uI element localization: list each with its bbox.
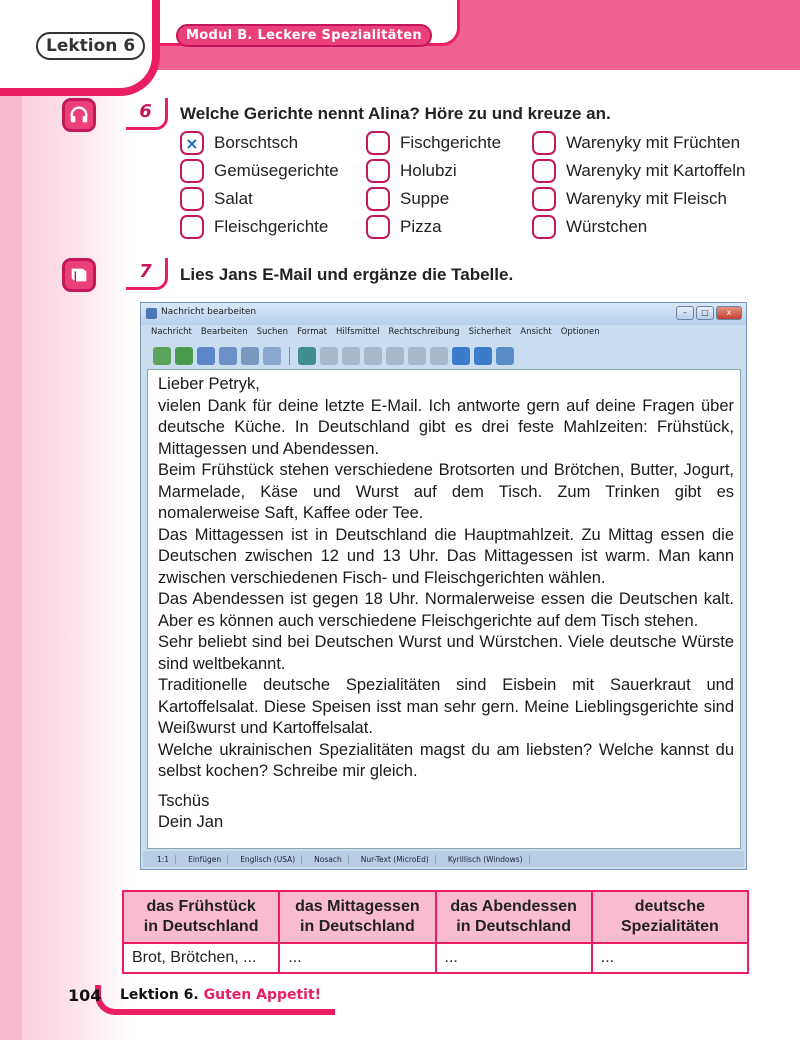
delete-icon[interactable] (430, 347, 448, 365)
send-icon[interactable] (153, 347, 171, 365)
menu-suchen[interactable]: Suchen (256, 327, 289, 337)
table-cell[interactable]: Brot, Brötchen, ... (123, 943, 279, 973)
option-warenyky-kartoffeln[interactable] (532, 158, 746, 184)
send-later-icon[interactable] (175, 347, 193, 365)
menu-hilfsmittel[interactable]: Hilfsmittel (336, 327, 380, 337)
option-label: Warenyky mit Fleisch (566, 189, 727, 208)
checkbox[interactable] (180, 187, 204, 211)
status-format[interactable]: Nur-Text (MicroEd) (355, 855, 436, 864)
answer-table (122, 890, 749, 974)
option-label: Pizza (400, 217, 442, 236)
email-closing: Tschüs (158, 791, 210, 810)
maximize-button[interactable]: □ (696, 306, 714, 320)
window-controls (676, 306, 742, 320)
option-gemuesegerichte[interactable] (180, 158, 339, 184)
email-paragraph: Das Abendessen ist gegen 18 Uhr. Normalerweise essen die Deutschen kalt. Aber es können auch verschiedene Fleischgerichte auf dem Tisch stehen. (158, 590, 734, 630)
status-encoding[interactable]: Kyrillisch (Windows) (442, 855, 530, 864)
menu-optionen[interactable]: Optionen (560, 327, 600, 337)
option-suppe[interactable] (366, 186, 449, 212)
option-label: Gemüsegerichte (214, 161, 339, 180)
footer-lektion: Lektion 6. (120, 987, 199, 1003)
checkbox[interactable] (366, 159, 390, 183)
table-header-row (123, 891, 748, 943)
status-language[interactable]: Englisch (USA) (234, 855, 302, 864)
checkbox[interactable] (366, 215, 390, 239)
minimize-button[interactable]: – (676, 306, 694, 320)
option-borschtsch[interactable] (180, 130, 298, 156)
footer-title (120, 987, 321, 1003)
checkbox[interactable] (532, 187, 556, 211)
task-title: Welche Gerichte nennt Alina? Höre zu und kreuze an. (180, 104, 611, 123)
table-cell[interactable]: ... (279, 943, 435, 973)
window-title: Nachricht bearbeiten (161, 307, 257, 317)
menu-bearbeiten[interactable]: Bearbeiten (200, 327, 248, 337)
checkbox[interactable] (366, 187, 390, 211)
email-paragraph: Traditionelle deutsche Spezialitäten sind Eisbein mit Sauerkraut und Kartoffelsalat. Diese Speisen isst man sehr gern. Meine Lieblingsgerichte sind Weißwurst und Kartoffelsalat. (158, 676, 734, 737)
email-paragraph: Welche ukrainischen Spezialitäten magst du am liebsten? Welche kannst du selbst kochen? Schreibe mir gleich. (158, 740, 734, 780)
task-title: Lies Jans E-Mail und ergänze die Tabelle. (180, 265, 514, 284)
address-icon[interactable] (263, 347, 281, 365)
status-bar (143, 851, 744, 867)
book-icon (62, 258, 96, 292)
table-header: das Abendessen in Deutschland (436, 891, 592, 943)
checkbox[interactable] (366, 131, 390, 155)
page-number: 104 (68, 986, 102, 1005)
option-fischgerichte[interactable] (366, 130, 501, 156)
email-paragraph: Das Mittagessen ist in Deutschland die Hauptmahlzeit. Zu Mittag essen die Deutschen zwischen 12 und 13 Uhr. Das Mittagessen ist warm. Man kann zwischen verschiedenen Fisch- und Fleischgerichten wählen. (158, 525, 734, 587)
option-pizza[interactable] (366, 214, 442, 240)
option-fleischgerichte[interactable] (180, 214, 328, 240)
email-salutation: Lieber Petryk, (158, 375, 260, 393)
menu-format[interactable]: Format (297, 327, 328, 337)
email-window (140, 302, 747, 870)
print-icon[interactable] (241, 347, 259, 365)
paste-special-icon[interactable] (408, 347, 426, 365)
option-holubzi[interactable] (366, 158, 457, 184)
left-edge-stripe (0, 60, 22, 1040)
checkbox[interactable] (532, 159, 556, 183)
checkbox[interactable] (180, 159, 204, 183)
status-position: 1:1 (151, 855, 176, 864)
attach-icon[interactable] (219, 347, 237, 365)
footer-lesson-title: Guten Appetit! (203, 987, 322, 1003)
paste-icon[interactable] (386, 347, 404, 365)
checkbox[interactable] (532, 215, 556, 239)
close-button[interactable]: x (716, 306, 742, 320)
message-body[interactable] (147, 369, 741, 849)
table-cell[interactable]: ... (592, 943, 748, 973)
option-label: Holubzi (400, 161, 457, 180)
option-label: Fischgerichte (400, 133, 502, 152)
option-label: Würstchen (566, 217, 648, 236)
checkbox[interactable] (180, 215, 204, 239)
toolbar (145, 343, 743, 369)
option-warenyky-fruechte[interactable] (532, 130, 740, 156)
cut-icon[interactable] (364, 347, 382, 365)
option-label: Warenyky mit Früchten (566, 133, 741, 152)
redo-icon[interactable] (320, 347, 338, 365)
encrypt-icon[interactable] (452, 347, 470, 365)
checkbox[interactable] (532, 131, 556, 155)
sign-icon[interactable] (474, 347, 492, 365)
menu-ansicht[interactable]: Ansicht (520, 327, 552, 337)
table-header: das Mittagessen in Deutschland (279, 891, 435, 943)
table-row (123, 943, 748, 973)
menu-nachricht[interactable]: Nachricht (151, 327, 192, 337)
email-paragraph: vielen Dank für deine letzte E-Mail. Ich antworte gern auf deine Fragen über deutsche Küche. In Deutschland gibt es drei feste Mahlzeiten: Frühstück, Mittagessen und Abendessen. (158, 396, 734, 458)
window-title-bar (141, 303, 746, 325)
email-signature: Dein Jan (158, 813, 224, 831)
option-label: Warenyky mit Kartoffeln (566, 161, 746, 180)
option-wuerstchen[interactable] (532, 214, 647, 240)
table-cell[interactable]: ... (436, 943, 592, 973)
task-number: 7 (126, 258, 168, 290)
copy-icon[interactable] (342, 347, 360, 365)
save-icon[interactable] (197, 347, 215, 365)
option-label: Borschtsch (214, 133, 299, 152)
app-icon (146, 308, 157, 319)
option-salat[interactable] (180, 186, 253, 212)
option-label: Salat (214, 189, 253, 208)
menu-sicherheit[interactable]: Sicherheit (468, 327, 512, 337)
option-warenyky-fleisch[interactable] (532, 186, 727, 212)
email-paragraph: Beim Frühstück stehen verschiedene Brotsorten und Brötchen, Butter, Jogurt, Marmelade, Käse und Wurst auf dem Tisch. Zum Trinken gibt es nomalerweise Saft, Kaffee oder Tee. (158, 461, 734, 522)
menu-bar (145, 327, 743, 343)
table-header: deutsche Spezialitäten (592, 891, 748, 943)
status-insert-mode: Einfügen (182, 855, 228, 864)
menu-rechtschreibung[interactable]: Rechtschreibung (388, 327, 460, 337)
headphones-icon (62, 98, 96, 132)
option-label: Suppe (400, 189, 450, 208)
checkbox[interactable]: × (180, 131, 204, 155)
modul-label: Modul B. Leckere Spezialitäten (176, 24, 432, 47)
table-header: das Frühstück in Deutschland (123, 891, 279, 943)
status-user: Nosach (308, 855, 349, 864)
lektion-label: Lektion 6 (36, 32, 145, 60)
option-label: Fleischgerichte (214, 217, 329, 236)
task-number: 6 (126, 98, 168, 130)
undo-icon[interactable] (298, 347, 316, 365)
options-icon[interactable] (496, 347, 514, 365)
toolbar-separator (289, 347, 290, 365)
email-paragraph: Sehr beliebt sind bei Deutschen Wurst und Würstchen. Viele deutsche Würste sind weltbekannt. (158, 633, 734, 673)
